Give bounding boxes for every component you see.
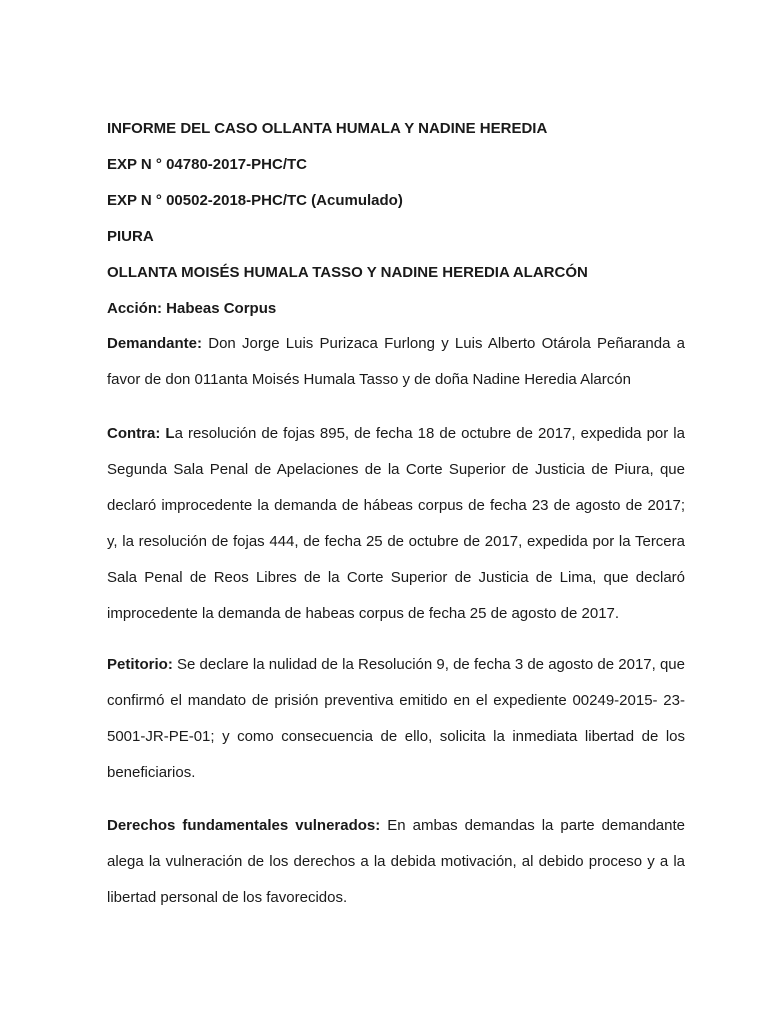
parties-heading: OLLANTA MOISÉS HUMALA TASSO Y NADINE HEREDIA ALARCÓN [107, 264, 588, 281]
derechos-label: Derechos fundamentales vulnerados: [107, 817, 381, 834]
petitorio-text: Se declare la nulidad de la Resolución 9, de fecha 3 de agosto de 2017, que confirmó el mandato de prisión preventiva emitido en el expediente 00249-2015- 23-5001-JR-PE-01; y como consecuencia de ello, solicita la inmediata libertad de los beneficiarios. [107, 656, 685, 781]
contra-paragraph [107, 416, 685, 632]
petitorio-label: Petitorio: [107, 656, 173, 673]
contra-text: a resolución de fojas 895, de fecha 18 de octubre de 2017, expedida por la Segunda Sala Penal de Apelaciones de la Corte Superior de Justicia de Piura, que declaró improcedente la demanda de hábeas corpus de fecha 23 de agosto de 2017; y, la resolución de fojas 444, de fecha 25 de octubre de 2017, expedida por la Tercera Sala Penal de Reos Libres de la Corte Superior de Justicia de Lima, que declaró improcedente la demanda de habeas corpus de fecha 25 de agosto de 2017. [107, 425, 685, 622]
petitorio-paragraph [107, 647, 685, 791]
derechos-paragraph [107, 808, 685, 916]
demandante-text: Don Jorge Luis Purizaca Furlong y Luis Alberto Otárola Peñaranda a favor de don 011anta Moisés Humala Tasso y de doña Nadine Heredia Alarcón [107, 335, 685, 388]
demandante-paragraph [107, 326, 685, 398]
expediente-2: EXP N ° 00502-2018-PHC/TC (Acumulado) [107, 192, 403, 209]
expediente-1: EXP N ° 04780-2017-PHC/TC [107, 156, 307, 173]
action-heading: Acción: Habeas Corpus [107, 300, 277, 317]
place-heading: PIURA [107, 228, 154, 245]
contra-label: Contra: L [107, 425, 175, 442]
demandante-label: Demandante: [107, 335, 203, 352]
derechos-text: En ambas demandas la parte demandante alega la vulneración de los derechos a la debida motivación, al debido proceso y a la libertad personal de los favorecidos. [107, 817, 685, 906]
document-title: INFORME DEL CASO OLLANTA HUMALA Y NADINE HEREDIA [107, 120, 548, 137]
